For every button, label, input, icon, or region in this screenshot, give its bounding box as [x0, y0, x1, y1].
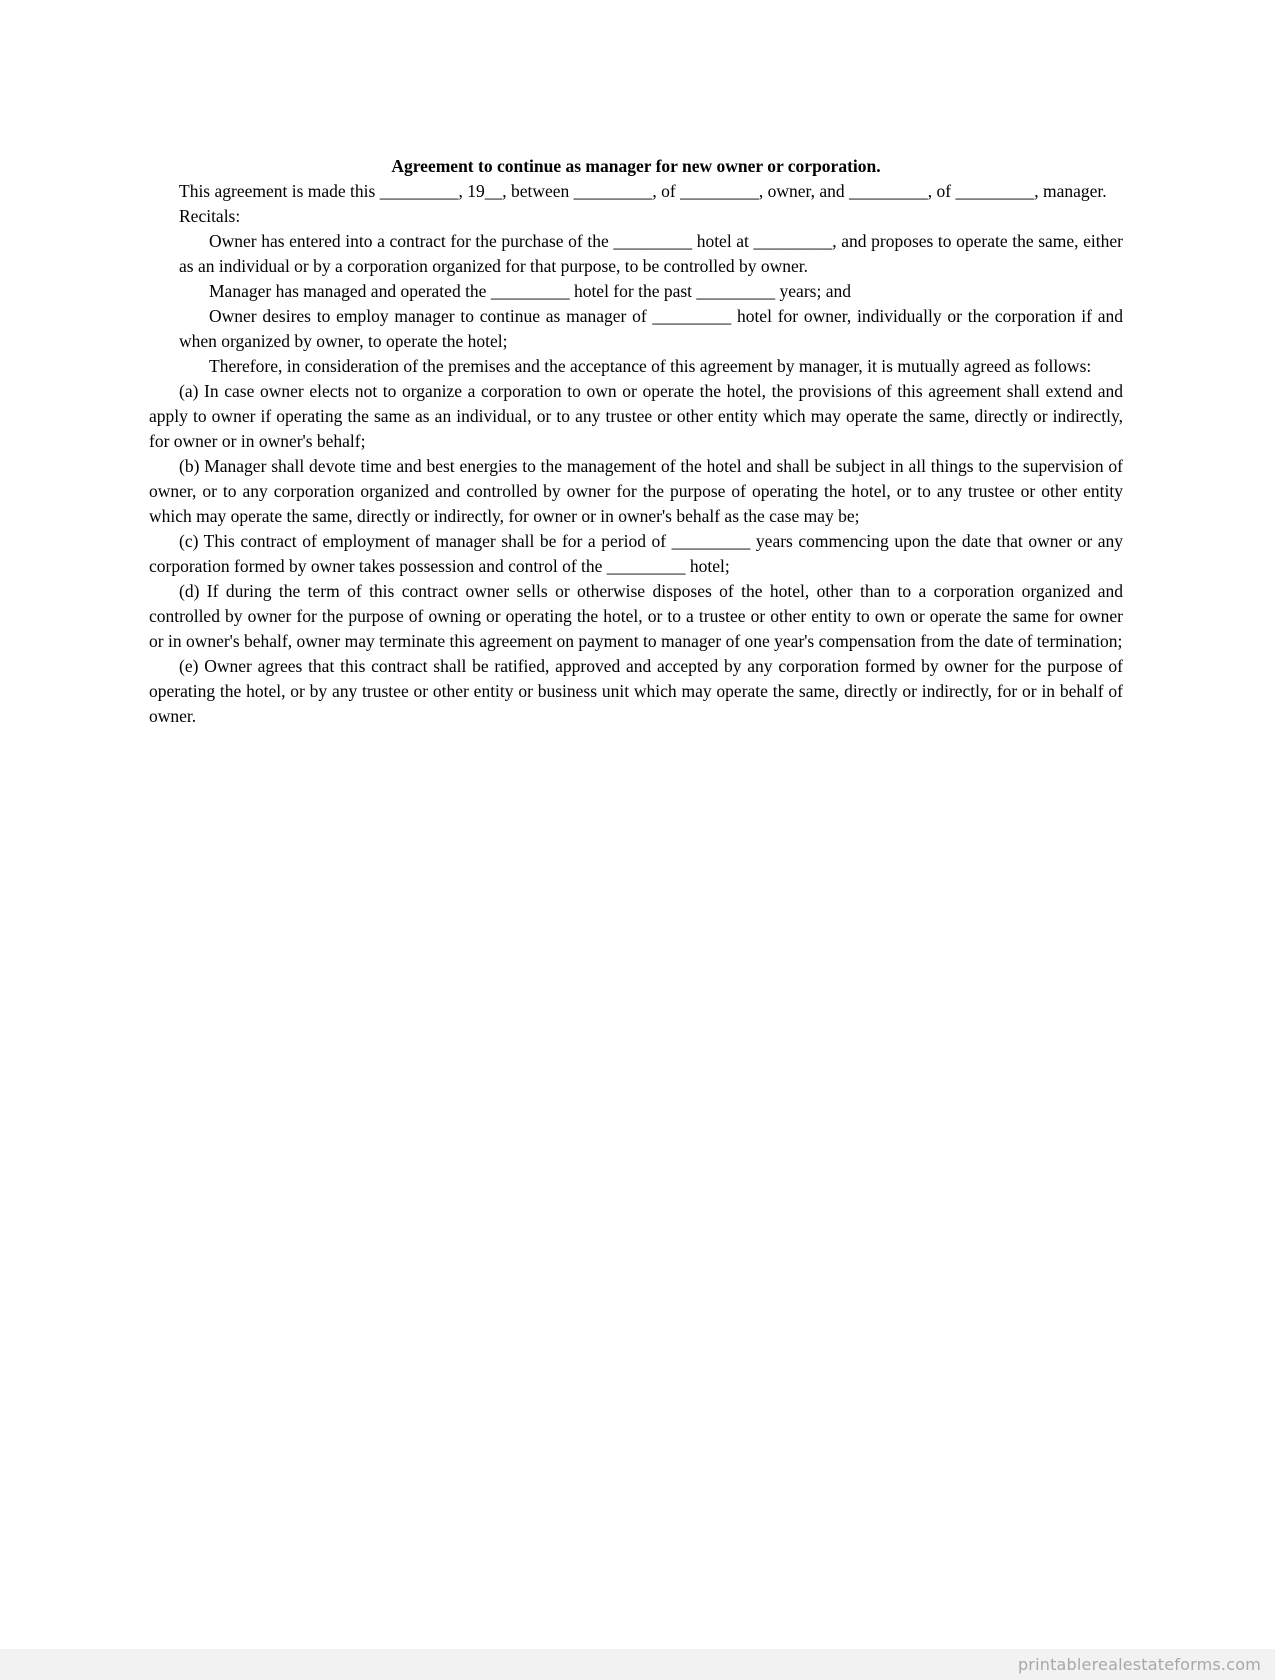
document-title: Agreement to continue as manager for new owner or corporation.: [391, 156, 881, 176]
recital-purchase: Owner has entered into a contract for the purchase of the _________ hotel at _________, and proposes to operate the same, either as an individual or by a corporation organized for that purpose, to be controlled by owner.: [179, 231, 1123, 276]
recital-employment-desire: Owner desires to employ manager to continue as manager of _________ hotel for owner, individually or the corporation if and when organized by owner, to operate the hotel;: [179, 306, 1123, 351]
document-page: [149, 154, 1123, 729]
intro-paragraph: This agreement is made this _________, 19__, between _________, of _________, owner, and _________, of _________, manager.: [179, 181, 1107, 201]
therefore-paragraph: Therefore, in consideration of the premises and the acceptance of this agreement by manager, it is mutually agreed as follows:: [209, 356, 1092, 376]
footer-watermark: printablerealestateforms.com: [1017, 1655, 1261, 1674]
recitals-heading: Recitals:: [179, 206, 241, 226]
clause-c: (c) This contract of employment of manager shall be for a period of _________ years commencing upon the date that owner or any corporation formed by owner takes possession and control of the _________ hotel;: [149, 531, 1123, 576]
clause-a: (a) In case owner elects not to organize a corporation to own or operate the hotel, the provisions of this agreement shall extend and apply to owner if operating the same as an individual, or to any trustee or other entity which may operate the same, directly or indirectly, for owner or in owner's behalf;: [149, 381, 1123, 451]
footer-bar: [0, 1649, 1275, 1680]
clause-b: (b) Manager shall devote time and best energies to the management of the hotel and shall be subject in all things to the supervision of owner, or to any corporation organized and controlled by owner for the purpose of operating the hotel, or to any trustee or other entity which may operate the same, directly or indirectly, for owner or in owner's behalf as the case may be;: [149, 456, 1123, 526]
clause-e: (e) Owner agrees that this contract shall be ratified, approved and accepted by any corporation formed by owner for the purpose of operating the hotel, or by any trustee or other entity or business unit which may operate the same, directly or indirectly, for or in behalf of owner.: [149, 656, 1123, 726]
clause-d: (d) If during the term of this contract owner sells or otherwise disposes of the hotel, other than to a corporation organized and controlled by owner for the purpose of owning or operating the hotel, or to a trustee or other entity to own or operate the same for owner or in owner's behalf, owner may terminate this agreement on payment to manager of one year's compensation from the date of termination;: [149, 581, 1123, 651]
recital-manager-history: Manager has managed and operated the _________ hotel for the past _________ years; and: [209, 281, 851, 301]
